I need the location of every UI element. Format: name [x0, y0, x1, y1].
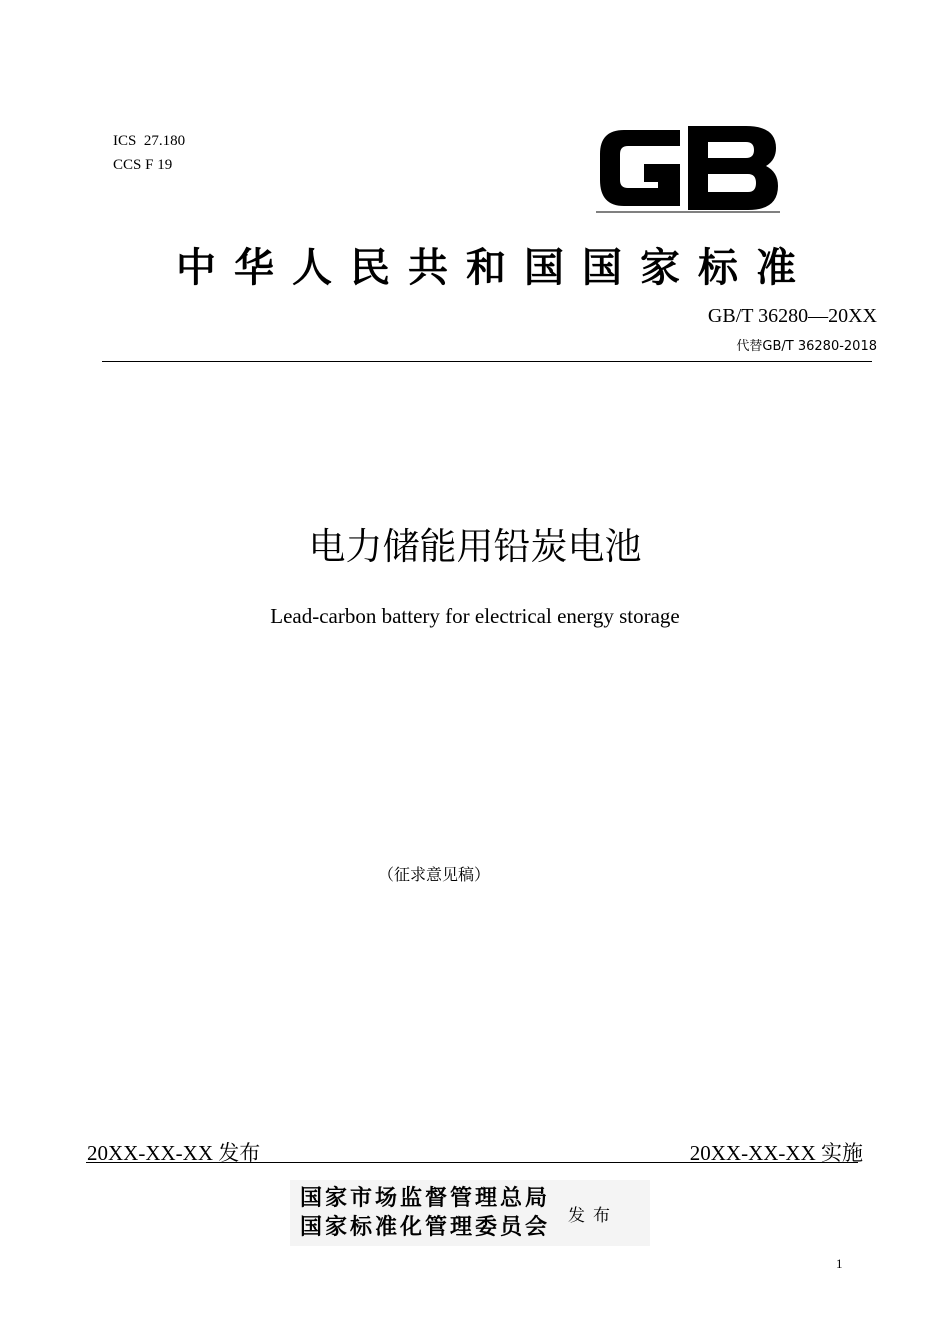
footer-divider [86, 1162, 858, 1163]
national-standard-title: 中华人民共和国国家标准 [176, 244, 814, 291]
draft-status: （征求意见稿） [378, 865, 491, 884]
document-title-chinese: 电力储能用铅炭电池 [308, 525, 642, 568]
classification-codes [113, 129, 185, 177]
standard-number: GB/T 36280—20XX [707, 305, 877, 327]
publisher-names [300, 1184, 550, 1242]
header-divider [102, 361, 872, 362]
replaces-standard: 代替GB/T 36280-2018 [736, 339, 877, 354]
publisher-line-2: 国家标准化管理委员会 [300, 1214, 551, 1240]
publisher-block [290, 1180, 650, 1246]
ics-code: ICS 27.180 [113, 133, 186, 149]
publisher-line-1: 国家市场监督管理总局 [300, 1185, 551, 1211]
publisher-action: 发布 [568, 1205, 619, 1226]
issue-date: 20XX-XX-XX 发布 [87, 1141, 261, 1165]
implementation-date: 20XX-XX-XX 实施 [689, 1141, 863, 1165]
document-title-english: Lead-carbon battery for electrical energy storage [270, 604, 680, 628]
page-number: 1 [836, 1256, 843, 1271]
ccs-code: CCS F 19 [113, 157, 173, 173]
gb-logo [596, 120, 780, 214]
